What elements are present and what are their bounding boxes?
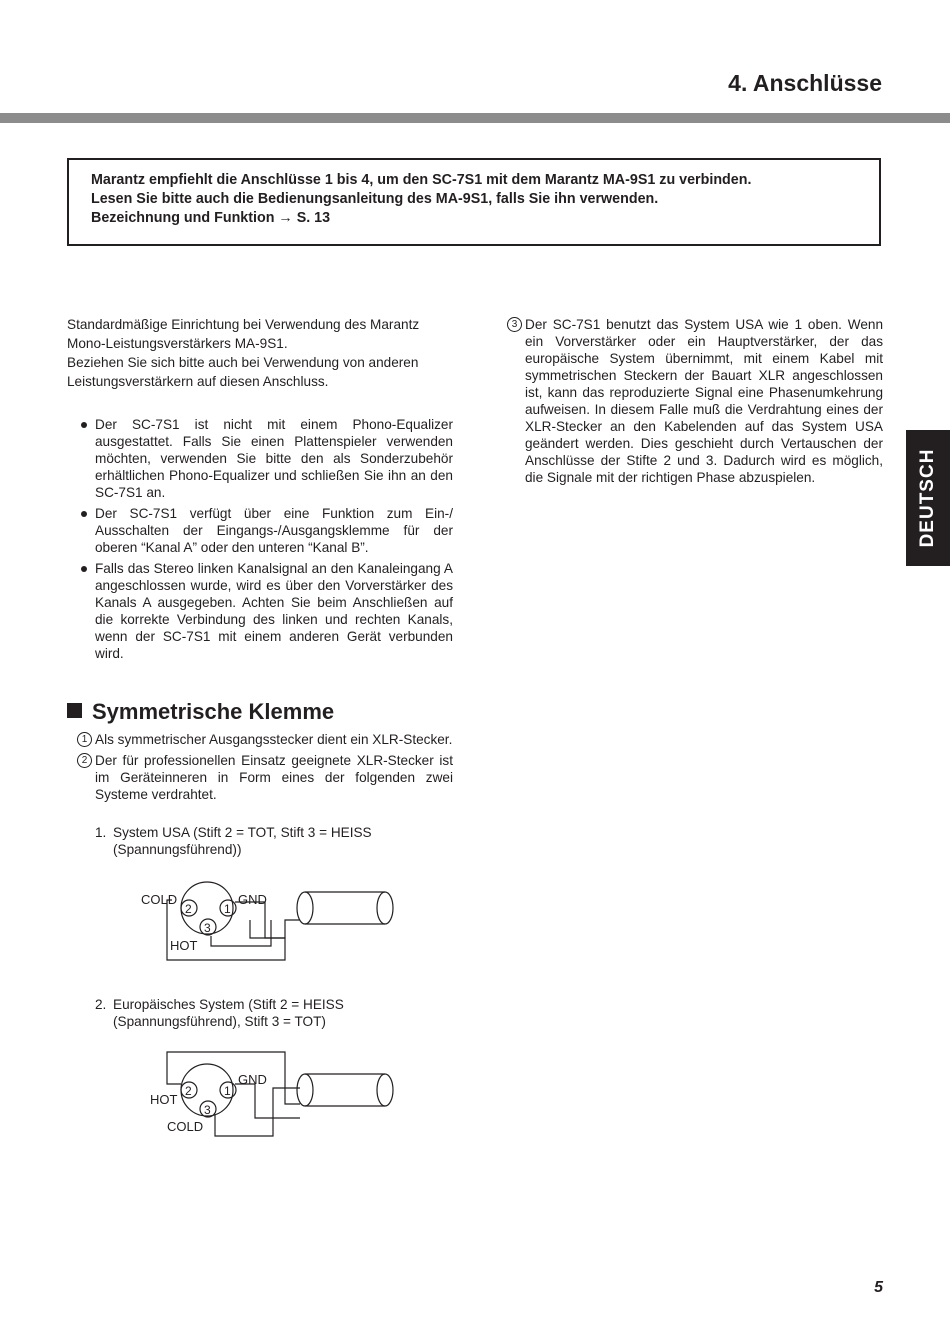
bullet-item [80, 560, 453, 662]
numbered-item-text: Der für professionellen Einsatz geeignete XLR-Stecker ist im Geräteinneren in Form eines der folgenden zwei Systeme verdrahtet. [95, 753, 453, 802]
chapter-title: 4. Anschlüsse [728, 70, 882, 96]
bullet-icon [81, 422, 87, 428]
bullet-text: Der SC-7S1 verfügt über eine Funktion zum Ein-/ Ausschalten der Eingangs-/Ausgangsklemme für der oberen “Kanal A” oder den unteren “Kanal B”. [95, 506, 453, 555]
label-cold: COLD [167, 1119, 204, 1134]
pin-1: 1 [224, 902, 231, 916]
xlr-diagram-usa [135, 880, 395, 965]
bullet-item [80, 416, 453, 501]
page-number: 5 [874, 1279, 883, 1296]
circled-number: 2 [77, 753, 92, 768]
intro-paragraph-1: Standardmäßige Einrichtung bei Verwendung des Marantz Mono-Leistungsverstärkers MA-9S1. [67, 317, 420, 351]
sublist-text: System USA (Stift 2 = TOT, Stift 3 = HEISS (Spannungsführend)) [113, 825, 372, 857]
sublist-text: Europäisches System (Stift 2 = HEISS (Spannungsführend), Stift 3 = TOT) [113, 997, 344, 1029]
intro-text [67, 315, 453, 391]
numbered-item-2 [67, 752, 453, 803]
notice-line-3: Bezeichnung und Funktion → S. 13 [91, 210, 331, 226]
bullet-icon [81, 566, 87, 572]
intro-paragraph-2: Beziehen Sie sich bitte auch bei Verwendung von anderen Leistungsverstärkern auf diesen Anschluss. [67, 355, 419, 389]
square-bullet-icon [67, 703, 82, 718]
numbered-item-text: Als symmetrischer Ausgangsstecker dient ein XLR-Stecker. [95, 732, 453, 747]
header-bar [0, 113, 950, 123]
bullet-text: Falls das Stereo linken Kanalsignal an den Kanaleingang A angeschlossen wurde, wird es über den Vorverstärker des Kanals A ausgegeben. Achten Sie beim Anschließen auf die korrekte Verbindung des linken und rechten Kanals, wenn der SC-7S1 mit einem anderen Gerät verbunden wird. [95, 561, 453, 661]
label-hot: HOT [150, 1092, 178, 1107]
pin-2: 2 [185, 1084, 192, 1098]
notice-line-2: Lesen Sie bitte auch die Bedienungsanleitung des MA-9S1, falls Sie ihn verwenden. [91, 191, 659, 207]
circled-number: 3 [507, 317, 522, 332]
pin-3: 3 [204, 921, 211, 935]
pin-2: 2 [185, 902, 192, 916]
section-heading-text: Symmetrische Klemme [92, 699, 335, 724]
bullet-list [80, 416, 453, 666]
numbered-item-3 [507, 316, 883, 486]
label-cold: COLD [141, 892, 178, 907]
label-gnd: GND [238, 892, 267, 907]
pin-3: 3 [204, 1103, 211, 1117]
sublist-item-1 [95, 824, 395, 858]
label-gnd: GND [238, 1072, 267, 1087]
numbered-list [67, 731, 453, 807]
xlr-diagram-eu [145, 1048, 395, 1143]
sublist-number: 1. [95, 825, 107, 840]
numbered-item-text: Der SC-7S1 benutzt das System USA wie 1 oben. Wenn ein Vorverstärker oder ein Hauptverstärker, der das europäische System übernimmt, mit einem Kabel mit symmetrischen Steckern der Bauart XLR angeschlossen ist, kann das reproduzierte Signal eine Phasenumkehrung aufweisen. In diesem Falle muß die Verdrahtung eines der XLR-Stecker an den Kabelenden auf das System USA geändert werden. Dies geschieht durch Vertauschen der Anschlüsse der Stifte 2 und 3. Dadurch wird es möglich, die Signale mit der richtigen Phase abzuspielen. [525, 317, 883, 485]
section-heading [67, 699, 334, 725]
bullet-text: Der SC-7S1 ist nicht mit einem Phono-Equalizer ausgestattet. Falls Sie einen Plattenspieler verwenden möchten, verwenden Sie bitte den als Sonderzubehör erhältlichen Phono-Equalizer und schließen Sie ihn an den SC-7S1 an. [95, 417, 453, 500]
bullet-item [80, 505, 453, 556]
right-column [507, 316, 883, 490]
circled-number: 1 [77, 732, 92, 747]
notice-box [67, 158, 881, 246]
numbered-item-1 [67, 731, 453, 748]
pin-1: 1 [224, 1084, 231, 1098]
notice-line-1: Marantz empfiehlt die Anschlüsse 1 bis 4, um den SC-7S1 mit dem Marantz MA-9S1 zu verbinden. [91, 172, 752, 188]
sublist-item-2 [95, 996, 395, 1030]
bullet-icon [81, 511, 87, 517]
language-tab-label: DEUTSCH [917, 448, 938, 548]
language-tab [906, 430, 950, 566]
sublist-number: 2. [95, 997, 107, 1012]
label-hot: HOT [170, 938, 198, 953]
